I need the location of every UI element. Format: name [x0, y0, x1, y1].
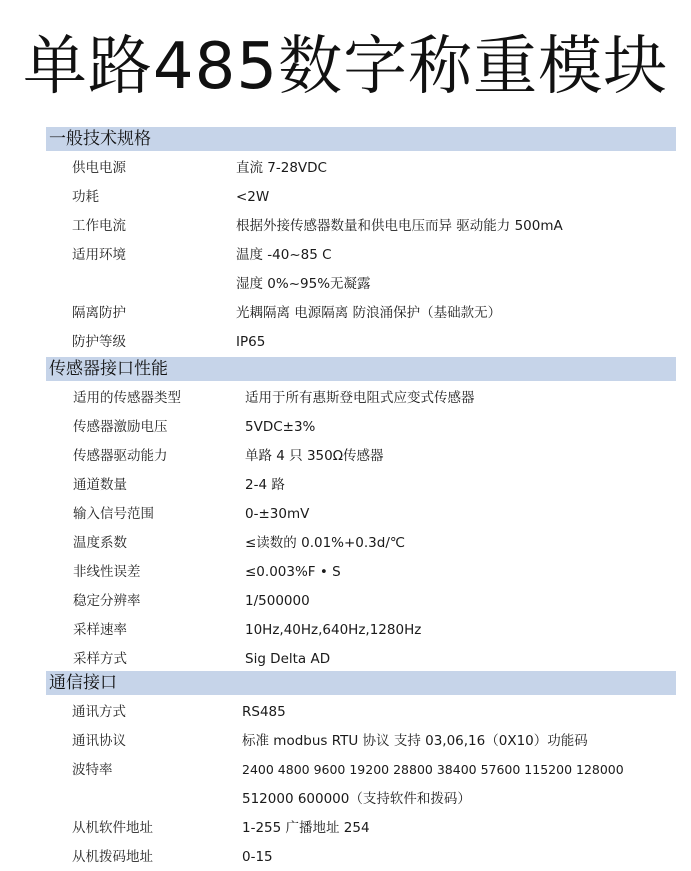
section-header-comm: 通信接口 [46, 671, 676, 695]
spec-label: 非线性误差 [73, 564, 141, 580]
spec-label: 温度系数 [73, 535, 127, 551]
spec-label: 通讯方式 [72, 704, 126, 720]
spec-value: 光耦隔离 电源隔离 防浪涌保护（基础款无） [236, 305, 502, 321]
spec-label: 供电电源 [72, 160, 126, 176]
spec-row [0, 530, 691, 556]
spec-value: ≤0.003%F • S [245, 564, 341, 580]
spec-label: 传感器激励电压 [73, 419, 168, 435]
spec-label: 通讯协议 [72, 733, 126, 749]
spec-row [0, 300, 691, 326]
spec-row [0, 242, 691, 268]
spec-value: 直流 7-28VDC [236, 160, 327, 176]
spec-label: 适用的传感器类型 [73, 390, 181, 406]
spec-row [0, 699, 691, 725]
spec-label: 波特率 [72, 762, 113, 778]
spec-label: 防护等级 [72, 334, 126, 350]
spec-row [0, 271, 691, 297]
spec-row [0, 844, 691, 870]
spec-value: 湿度 0%~95%无凝露 [236, 276, 371, 292]
spec-row [0, 414, 691, 440]
spec-row [0, 757, 691, 783]
spec-value: ≤读数的 0.01%+0.3d/℃ [245, 535, 406, 551]
spec-value: 温度 -40~85 C [236, 247, 332, 263]
spec-label: 隔离防护 [72, 305, 126, 321]
spec-value: 标准 modbus RTU 协议 支持 03,06,16（0X10）功能码 [242, 733, 588, 749]
page-title: 单路485数字称重模块 [22, 30, 669, 104]
spec-value: 2-4 路 [245, 477, 285, 493]
spec-row [0, 155, 691, 181]
spec-value: <2W [236, 189, 270, 205]
spec-label: 传感器驱动能力 [73, 448, 168, 464]
spec-value: IP65 [236, 334, 266, 350]
spec-value: 512000 600000（支持软件和拨码） [242, 791, 471, 807]
spec-row [0, 501, 691, 527]
spec-label: 适用环境 [72, 247, 126, 263]
spec-row [0, 588, 691, 614]
spec-value: 0-15 [242, 849, 273, 865]
spec-row [0, 815, 691, 841]
spec-value: 5VDC±3% [245, 419, 316, 435]
spec-label: 稳定分辨率 [73, 593, 141, 609]
spec-label: 通道数量 [73, 477, 127, 493]
spec-row [0, 184, 691, 210]
spec-value: 1-255 广播地址 254 [242, 820, 370, 836]
spec-row [0, 559, 691, 585]
spec-label: 从机拨码地址 [72, 849, 153, 865]
spec-label: 采样速率 [73, 622, 127, 638]
spec-label: 功耗 [72, 189, 99, 205]
spec-row [0, 617, 691, 643]
spec-value: 10Hz,40Hz,640Hz,1280Hz [245, 622, 422, 638]
spec-value: 单路 4 只 350Ω传感器 [245, 448, 384, 464]
spec-value: 适用于所有惠斯登电阻式应变式传感器 [245, 390, 475, 406]
spec-value: 2400 4800 9600 19200 28800 38400 57600 115200 128000 [242, 762, 624, 777]
spec-label: 采样方式 [73, 651, 127, 667]
spec-value: 1/500000 [245, 593, 310, 609]
section-header-sensor: 传感器接口性能 [46, 357, 676, 381]
spec-value: Sig Delta AD [245, 651, 331, 667]
spec-label: 输入信号范围 [73, 506, 154, 522]
spec-row [0, 213, 691, 239]
spec-label: 工作电流 [72, 218, 126, 234]
spec-row [0, 728, 691, 754]
spec-value: 0-±30mV [245, 506, 310, 522]
spec-row [0, 786, 691, 812]
spec-label: 从机软件地址 [72, 820, 153, 836]
spec-row [0, 472, 691, 498]
spec-value: RS485 [242, 704, 286, 720]
spec-row [0, 646, 691, 672]
spec-value: 根据外接传感器数量和供电电压而异 驱动能力 500mA [236, 218, 563, 234]
spec-row [0, 385, 691, 411]
section-header-general: 一般技术规格 [46, 127, 676, 151]
spec-row [0, 329, 691, 355]
spec-row [0, 443, 691, 469]
